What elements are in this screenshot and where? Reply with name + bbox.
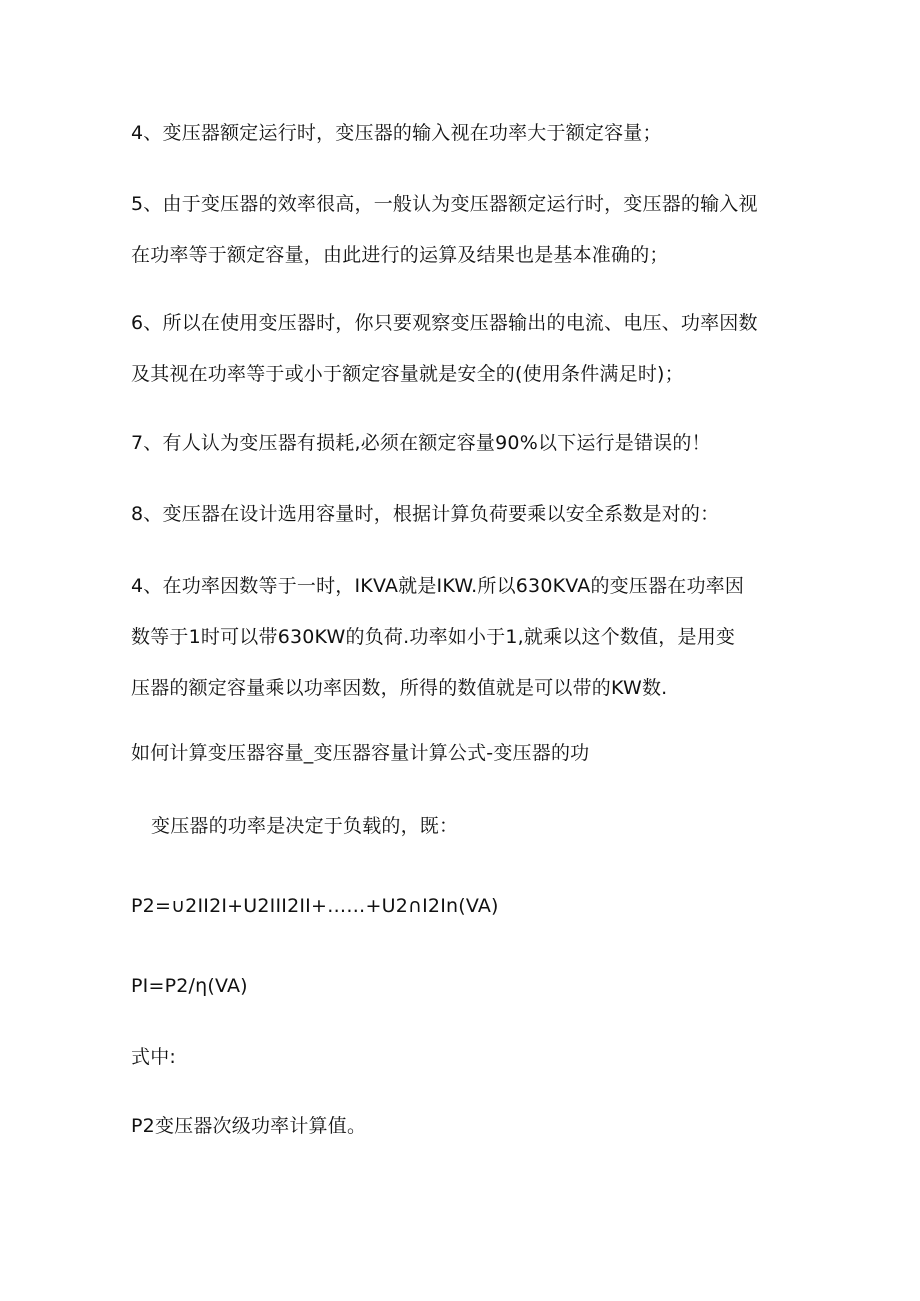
formula-p2 [131,881,811,932]
text-line: 在功率等于额定容量，由此进行的运算及结果也是基本准确的； [131,244,669,266]
paragraph-item-7-losses [131,418,811,469]
paragraph-item-5-efficiency [131,179,811,281]
text-line: 7、有人认为变压器有损耗,必须在额定容量90%以下运行是错误的！ [131,432,711,454]
text-line: P2变压器次级功率计算值。 [131,1115,367,1137]
text-line: 8、变压器在设计选用容量时，根据计算负荷要乘以安全系数是对的： [131,503,720,525]
text-line: 压器的额定容量乘以功率因数，所得的数值就是可以带的KW数. [131,677,668,699]
text-line: 5、由于变压器的效率很高，一般认为变压器额定运行时，变压器的输入视 [131,193,758,215]
text-line: PI=P2∕η(VA) [131,975,248,997]
text-line: 4、在功率因数等于一时，IKVA就是IKW.所以630KVA的变压器在功率因 [131,575,745,597]
paragraph-intro [151,801,831,852]
where-label [131,1032,811,1083]
text-line: 变压器的功率是决定于负载的，既： [151,815,459,837]
text-line: 如何计算变压器容量_变压器容量计算公式-变压器的功 [131,742,590,764]
text-line: 4、变压器额定运行时，变压器的输入视在功率大于额定容量； [131,122,662,144]
paragraph-item-6-safe-usage [131,298,811,400]
paragraph-power-factor [131,561,811,714]
definition-p2 [131,1101,811,1152]
formula-p1 [131,961,811,1012]
paragraph-item-8-safety-factor [131,489,811,540]
text-line: 数等于1时可以带630KW的负荷.功率如小于1,就乘以这个数值，是用变 [131,626,736,648]
section-heading [131,728,811,779]
text-line: P2=∪2II2I+U2III2II+……+U2∩I2In(VA) [131,895,499,917]
text-line: 式中: [131,1046,177,1068]
paragraph-item-4-rated-operation [131,108,811,159]
text-line: 6、所以在使用变压器时，你只要观察变压器输出的电流、电压、功率因数 [131,312,758,334]
text-line: 及其视在功率等于或小于额定容量就是安全的(使用条件满足时)； [131,363,684,385]
